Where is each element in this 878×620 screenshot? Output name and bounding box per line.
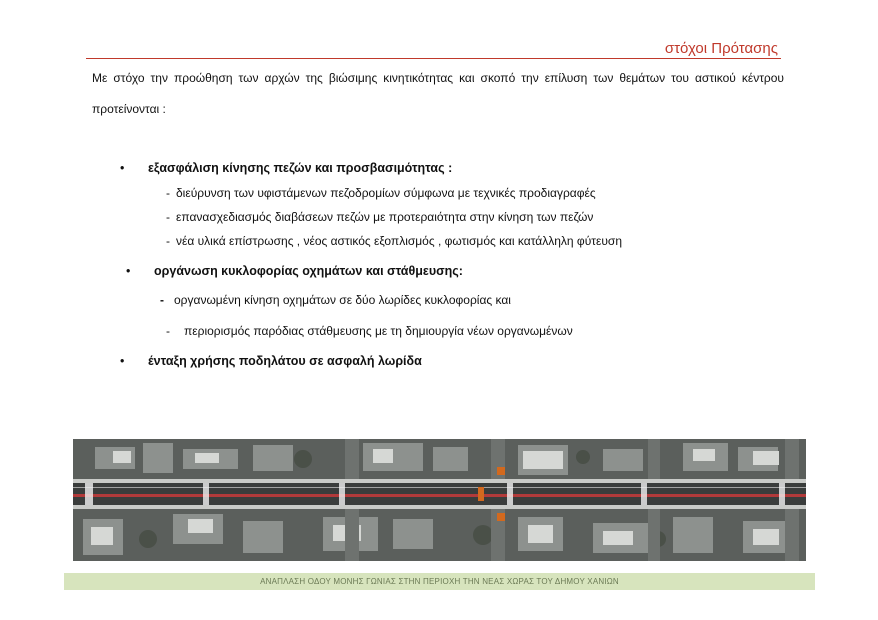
goal-label: ένταξη χρήσης ποδηλάτου σε ασφαλή λωρίδα: [148, 354, 422, 368]
goal-item: [166, 210, 593, 224]
goal-label: οργάνωση κυκλοφορίας οχημάτων και στάθμευσης:: [154, 264, 463, 278]
footer-band: [64, 573, 815, 590]
dash-icon: -: [166, 234, 170, 248]
aerial-street-plan: [73, 439, 806, 561]
bullet-icon: •: [120, 354, 125, 368]
goal-item: [166, 324, 573, 338]
goal-item-text: οργανωμένη κίνηση οχημάτων σε δύο λωρίδες κυκλοφορίας και: [174, 293, 511, 307]
goal-item-text: περιορισμός παρόδιας στάθμευσης με τη δημιουργία νέων οργανωμένων: [184, 324, 573, 338]
dash-icon: -: [160, 293, 164, 307]
goal-bicycle: [120, 354, 422, 368]
goal-item-text: νέα υλικά επίστρωσης , νέος αστικός εξοπλισμός , φωτισμός και κατάλληλη φύτευση: [176, 234, 622, 248]
bullet-icon: •: [120, 161, 125, 175]
dash-icon: -: [166, 210, 170, 224]
goal-traffic: [126, 264, 463, 278]
goal-label: εξασφάλιση κίνησης πεζών και προσβασιμότητας :: [148, 161, 453, 175]
bullet-icon: •: [126, 264, 131, 278]
intro-paragraph: Με στόχο την προώθηση των αρχών της βιώσιμης κινητικότητας και σκοπό την επίλυση των θεμάτων του αστικού κέντρου προτείνονται :: [92, 71, 784, 116]
title-divider: [86, 58, 781, 59]
dash-icon: -: [166, 324, 170, 338]
dash-icon: -: [166, 186, 170, 200]
footer-text: ΑΝΑΠΛΑΣΗ ΟΔΟΥ ΜΟΝΗΣ ΓΩΝΙΑΣ ΣΤΗΝ ΠΕΡΙΟΧΗ ΤΗΝ ΝΕΑΣ ΧΩΡΑΣ ΤΟΥ ΔΗΜΟΥ ΧΑΝΙΩΝ: [260, 577, 619, 586]
goal-item: [166, 234, 622, 248]
goal-pedestrian: [120, 161, 452, 175]
goal-item: [166, 186, 596, 200]
goal-item-text: επανασχεδιασμός διαβάσεων πεζών με προτεραιότητα στην κίνηση των πεζών: [176, 210, 594, 224]
goal-item-text: διεύρυνση των υφιστάμενων πεζοδρομίων σύμφωνα με τεχνικές προδιαγραφές: [176, 186, 596, 200]
goal-item: [160, 293, 511, 307]
page-title: στόχοι Πρότασης: [664, 40, 778, 57]
